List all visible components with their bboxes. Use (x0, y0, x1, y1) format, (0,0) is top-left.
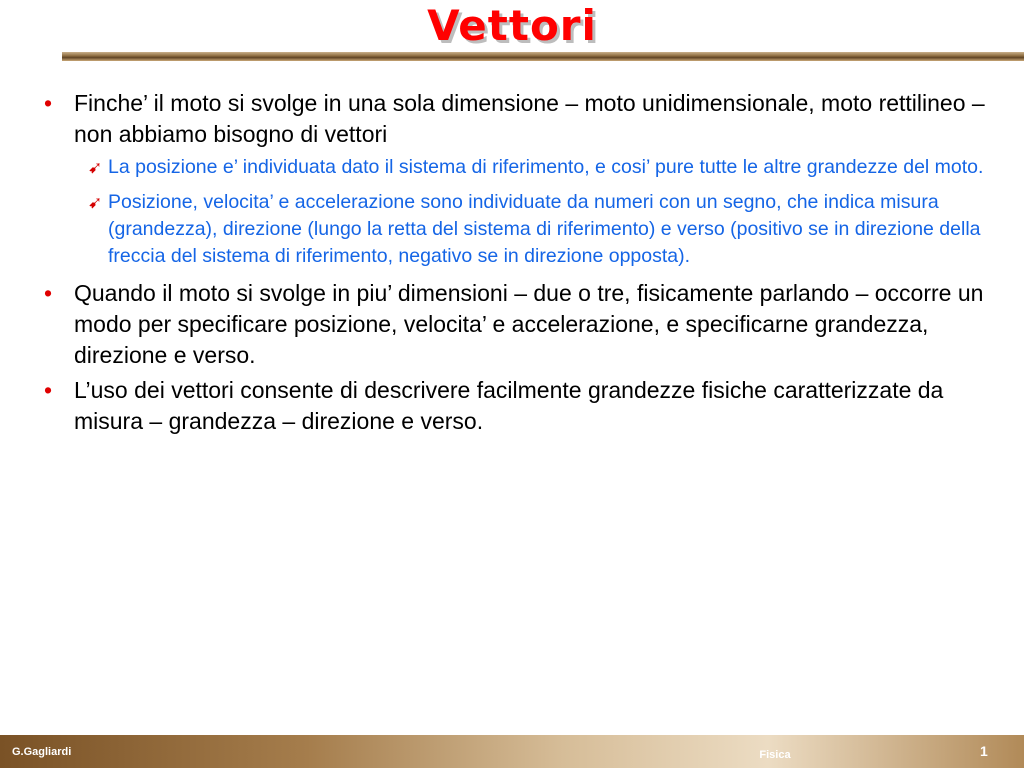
slide-content (44, 88, 1004, 441)
sub-bullet-arrow-icon: ➹ (88, 158, 103, 177)
sub-bullet-text: Posizione, velocita’ e accelerazione sono individuate da numeri con un segno, che indica misura (grandezza), direzione (lungo la retta del sistema di riferimento) e verso (positivo se in direzione della freccia del sistema di riferimento, negativo se in direzione opposta). (108, 191, 981, 267)
bullet-item (44, 375, 1004, 437)
sub-bullet-item (44, 154, 1004, 181)
bullet-text: L’uso dei vettori consente di descrivere facilmente grandezze fisiche caratterizzate da misura – grandezza – direzione e verso. (74, 377, 944, 434)
bullet-text: Quando il moto si svolge in piu’ dimensioni – due o tre, fisicamente parlando – occorre un modo per specificare posizione, velocita’ e accelerazione, e specificarne grandezza, direzione e verso. (74, 280, 984, 368)
bullet-dot-icon: • (44, 90, 53, 116)
title-rule (62, 52, 1024, 61)
footer-bar (0, 735, 1024, 768)
slide-title: Vettori (427, 1, 597, 50)
bullet-dot-icon: • (44, 280, 53, 306)
page-number: 1 (980, 743, 988, 759)
bullet-dot-icon: • (44, 377, 53, 403)
bullet-text: Finche’ il moto si svolge in una sola dimensione – moto unidimensionale, moto rettilineo – non abbiamo bisogno di vettori (74, 90, 985, 147)
sub-bullet-arrow-icon: ➹ (88, 193, 103, 212)
bullet-item (44, 88, 1004, 150)
footer-author: G.Gagliardi (12, 746, 72, 758)
sub-bullet-text: La posizione e’ individuata dato il sistema di riferimento, e cosi’ pure tutte le altre grandezze del moto. (108, 156, 984, 178)
bullet-item (44, 278, 1004, 371)
footer-center-label: Fisica (759, 749, 791, 761)
sub-bullet-item (44, 189, 1004, 270)
